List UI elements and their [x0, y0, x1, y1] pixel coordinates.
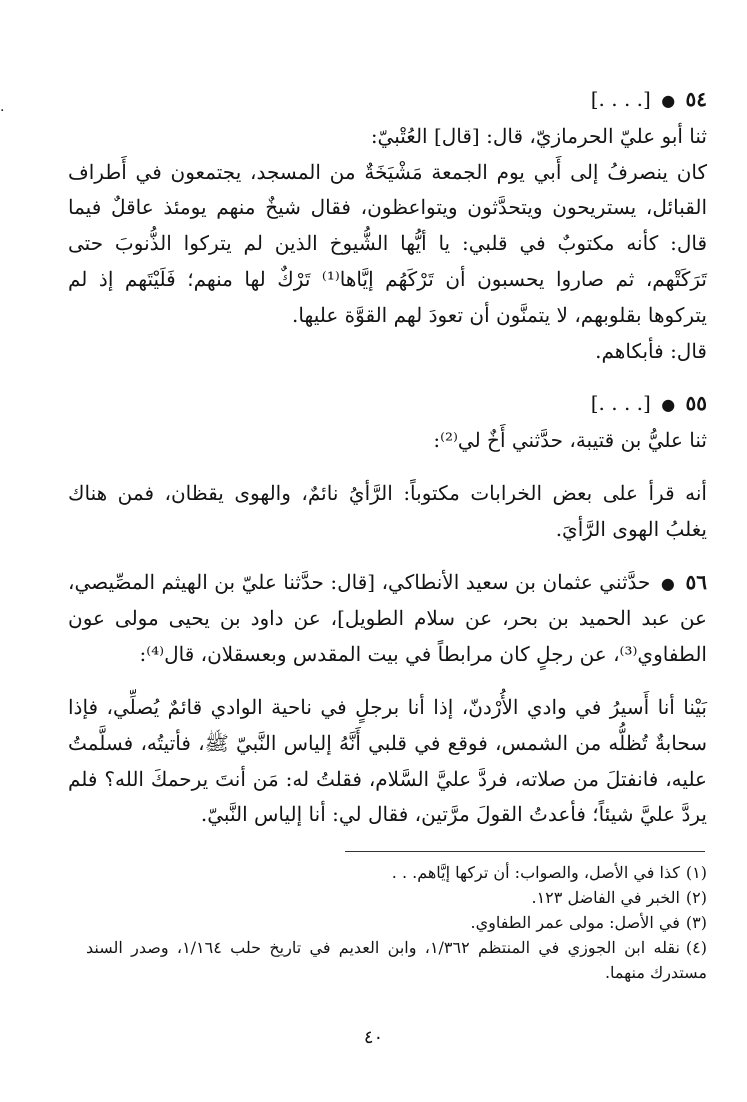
entry-55-isnad: ثنا عليُّ بن قتيبة، حدَّثني أَخٌ لي⁽²⁾: — [433, 428, 707, 453]
entry-54-number: ٥٤ — [685, 87, 707, 111]
entry-55-heading — [68, 386, 707, 423]
entry-55-number: ٥٥ — [685, 391, 707, 416]
bullet-icon: ● — [660, 573, 676, 593]
footnote-number: (٤) — [685, 938, 708, 957]
entry-54-heading — [68, 82, 707, 119]
footnote-item — [86, 935, 707, 985]
margin-mark: · — [0, 103, 5, 119]
footnote-text: الخبر في الفاضل ١٢٣. — [531, 888, 680, 907]
entry-56-text: بَيْنا أنا أَسيرُ في وادي الأُرْدنّ، إذا أنا برجلٍ في ناحية الوادي قائمٌ يُصلِّي، فإذا سحابةٌ تُظلُّه من الشمس، فوقع في قلبي أَنَّهُ إلياس النَّبيّ ﷺ، فأتيتُه، فسلَّمتُ عليه، فانفتلَ من صلاته، فردَّ عليَّ السَّلام، فقلتُ له: مَن أنتَ يرحمكَ الله؟ فلم يردَّ عليَّ شيئاً؛ فأعدتُ القولَ مرَّتين، فقال لي: أنا إلياس النَّبيّ. — [68, 694, 707, 827]
footnote-number: (٣) — [685, 913, 707, 932]
bullet-icon: ● — [661, 395, 676, 415]
footnote-divider — [345, 851, 705, 852]
footnote-item — [86, 860, 707, 885]
footnote-number: (١) — [685, 863, 707, 882]
entry-56-number: ٥٦ — [685, 569, 707, 594]
main-text — [68, 82, 707, 833]
page-number: ٤٠ — [363, 1027, 384, 1048]
footnote-item — [86, 910, 707, 935]
entry-54-bracket: [. . . .] — [590, 87, 651, 111]
entry-56-isnad-text: حدَّثني عثمان بن سعيد الأنطاكي، [قال: حدَّثنا عليّ بن الهيثم المصِّيصي، عن عبد الحميد بن بحر، عن سلام الطويل]، عن داود بن يحيى مولى عون الطفاوي⁽³⁾، عن رجلٍ كان مرابطاً في بيت المقدس وبعسقلان، قال⁽⁴⁾: — [68, 569, 707, 667]
footnote-item — [86, 885, 707, 910]
entry-56-isnad — [68, 565, 707, 673]
entry-54-closing: قال: فأبكاهم. — [595, 338, 707, 363]
entry-54-isnad: ثنا أبو عليّ الحرمازيّ، قال: [قال] العُتْبيّ: — [370, 123, 707, 148]
entry-55-text: أنه قرأ على بعض الخرابات مكتوباً: الرَّأيُ نائمٌ، والهوى يقظان، فمن هناك يغلبُ الهوى الرَّأيَ. — [68, 480, 707, 541]
footnotes — [86, 860, 707, 985]
footnote-text: في الأصل: مولى عمر الطفاوي. — [470, 913, 680, 932]
footnote-text: نقله ابن الجوزي في المنتظم ١/٣٦٢، وابن العديم في تاريخ حلب ١/١٦٤، وصدر السند مستدرك منهما. — [86, 938, 707, 982]
bullet-icon: ● — [661, 91, 676, 110]
footnote-number: (٢) — [685, 888, 707, 907]
entry-55-bracket: [. . . .] — [590, 391, 651, 416]
footnote-text: كذا في الأصل، والصواب: أن تركها إيَّاهم. . . — [391, 863, 680, 882]
entry-54-text: كان ينصرفُ إلى أَبي يوم الجمعة مَشْيَخَةٌ من المسجد، يجتمعون في أَطراف القبائل، يستريحون ويتحدَّثون ويتواعظون، فقال شيخٌ منهم يومئذ عاقلٌ فيما قال: كأنه مكتوبٌ في قلبي: يا أيُّها الشُّيوخ الذين لم يتركوا الذُّنوبَ حتى تَرَكَتْهم، ثم صاروا يحسبون أن تَرْكَهُم إيَّاها⁽¹⁾ تَرْكٌ لها منهم؛ فَلَيْتَهم إذ لم يتركوها بقلوبهم، لا يتمنَّون أن تعودَ لهم القوَّة عليها. — [68, 159, 707, 327]
